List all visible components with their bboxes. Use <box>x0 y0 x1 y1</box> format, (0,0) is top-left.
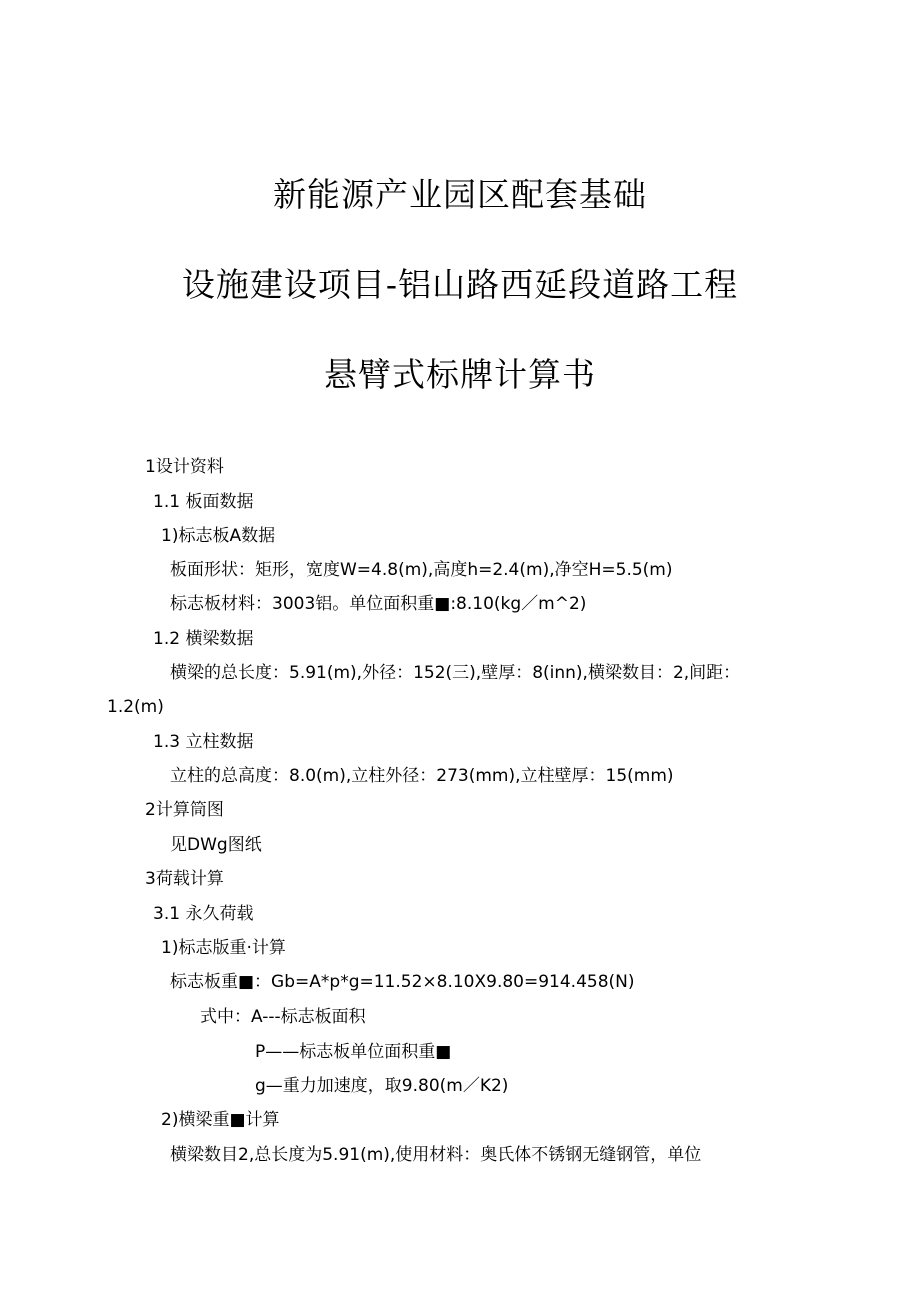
body-text-line: 1.2(m) <box>107 697 164 717</box>
formula-note: P——标志板单位面积重■ <box>255 1042 452 1062</box>
subsection-heading-1-2: 1.2 横梁数据 <box>153 629 254 649</box>
formula-note: 式中：A---标志板面积 <box>200 1007 366 1027</box>
subsection-heading-3-1: 3.1 永久荷载 <box>153 904 254 924</box>
formula-line: 标志板重■：Gb=A*p*g=11.52×8.10X9.80=914.458(N) <box>170 972 635 992</box>
item-heading: 1)标志板A数据 <box>161 526 276 546</box>
title-line-1: 新能源产业园区配套基础 <box>273 175 647 214</box>
subsection-heading-1-3: 1.3 立柱数据 <box>153 732 254 752</box>
body-text-line: 立柱的总高度：8.0(m),立柱外径：273(mm),立柱壁厚：15(mm) <box>170 766 674 786</box>
section-heading-3: 3荷载计算 <box>145 869 224 889</box>
formula-note: g—重力加速度，取9.80(m／K2) <box>255 1076 509 1096</box>
item-heading: 2)横梁重■计算 <box>161 1110 280 1130</box>
item-heading: 1)标志版重·计算 <box>161 938 286 958</box>
subsection-heading-1-1: 1.1 板面数据 <box>153 492 254 512</box>
body-text-line: 标志板材料：3003铝。单位面积重■:8.10(kg／m^2) <box>170 594 587 614</box>
section-heading-1: 1设计资料 <box>145 457 224 477</box>
body-text-line: 横梁数目2,总长度为5.91(m),使用材料：奥氏体不锈钢无缝钢管，单位 <box>170 1145 702 1165</box>
title-line-3: 悬臂式标牌计算书 <box>324 355 596 394</box>
body-text-line: 见DWg图纸 <box>170 835 262 855</box>
body-text-line: 横梁的总长度：5.91(m),外径：152(三),壁厚：8(inn),横梁数目：2,间距： <box>170 663 741 683</box>
title-line-2: 设施建设项目-铝山路西延段道路工程 <box>181 265 739 304</box>
section-heading-2: 2计算筒图 <box>145 800 224 820</box>
body-text-line: 板面形状：矩形，宽度W=4.8(m),高度h=2.4(m),净空H=5.5(m) <box>170 560 673 580</box>
